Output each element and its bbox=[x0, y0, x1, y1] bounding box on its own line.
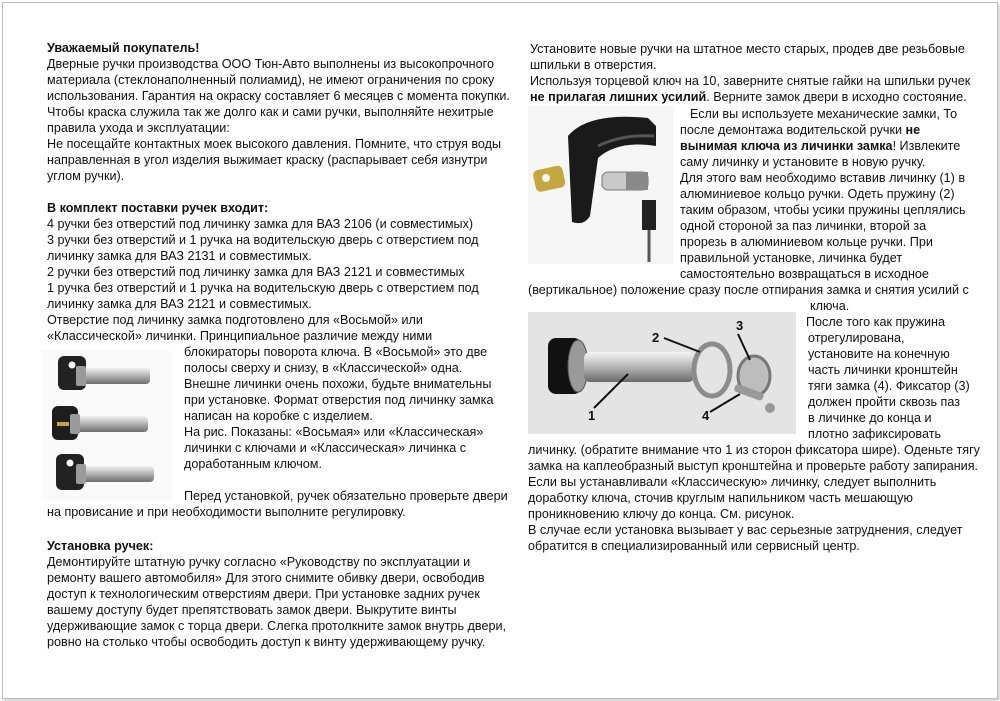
figure-label: 3 bbox=[736, 318, 744, 333]
keys-text-line: блокираторы поворота ключа. В «Восьмой» это две bbox=[184, 345, 488, 359]
door-handle-photo bbox=[528, 106, 674, 264]
intro-line: материала (стеклонаполненный полиамид), не имеют ограничения по сроку bbox=[47, 73, 495, 87]
final-line: личинку. (обратите внимание что 1 из сторон фиксатора шире). Оденьте тягу bbox=[528, 443, 980, 457]
mech-lock-line: (вертикальное) положение сразу после отпирания замка и снятия усилий с bbox=[528, 283, 969, 297]
bracket-line: плотно зафиксировать bbox=[808, 427, 942, 441]
bracket-line: в личинке до конца и bbox=[808, 411, 932, 425]
mech-lock-line: правильной установке, личинка будет bbox=[680, 251, 903, 265]
mech-lock-text: после демонтажа водительской ручки bbox=[680, 123, 906, 137]
nuts-line bbox=[530, 89, 967, 105]
install-line: ровно на столько чтобы освободить доступ к винту удерживающему ручку. bbox=[47, 635, 486, 649]
kit-heading: В комплект поставки ручек входит: bbox=[47, 201, 269, 215]
mech-lock-line: таким образом, чтобы усики пружины цеплялись bbox=[680, 203, 966, 217]
final-line: замка на каплеобразный выступ кронштейна и проверьте работу запирания. bbox=[528, 459, 979, 473]
install-line: ремонту вашего автомобиля» Для этого снимите обивку двери, освободив bbox=[47, 571, 485, 585]
final-line: В случае если установка вызывает у вас серьезные затруднения, следует bbox=[528, 523, 963, 537]
bracket-line: После того как пружина bbox=[806, 315, 945, 329]
intro-line: Не посещайте контактных моек высокого давления. Помните, что струя воды bbox=[47, 137, 502, 151]
mech-lock-line bbox=[680, 122, 920, 138]
mech-lock-line: прорезь в алюминиевом кольце ручки. При bbox=[680, 235, 933, 249]
mech-lock-line: алюминиевое кольцо ручки. Одеть пружину (2) bbox=[680, 187, 955, 201]
final-line: Если вы устанавливали «Классическую» личинку, следует выполнить bbox=[528, 475, 937, 489]
bracket-line: отрегулирована, bbox=[808, 331, 905, 345]
keys-text-line: полосы сверху и снизу, в «Классической» одна. bbox=[184, 361, 463, 375]
figure-label: 1 bbox=[588, 408, 596, 423]
final-line: обратится в специализированный или сервисный центр. bbox=[528, 539, 860, 553]
mech-lock-line: Если вы используете механические замки, То bbox=[690, 107, 958, 121]
check-line: Перед установкой, ручек обязательно проверьте двери bbox=[184, 489, 508, 503]
intro-line: использования. Гарантия на окраску составляет 6 месяцев с момента покупки. bbox=[47, 89, 510, 103]
final-line: доработку ключа, сточив круглым напильником часть мешающую bbox=[528, 491, 913, 505]
kit-line: 2 ручки без отверстий под личинку замка для ВАЗ 2121 и совместимых bbox=[47, 265, 465, 279]
keys-text-line: доработанным ключом. bbox=[184, 457, 322, 471]
install-line: доступ к технологическим отверстиям двери. При установке задних ручек bbox=[47, 587, 480, 601]
kit-line: личинку замка для ВАЗ 2131 и совместимых. bbox=[47, 249, 312, 263]
intro-line: углом ручки). bbox=[47, 169, 125, 183]
check-line: на провисание и при необходимости выполните регулировку. bbox=[47, 505, 406, 519]
intro-line: Дверные ручки производства ООО Тюн-Авто выполнены из высокопрочного bbox=[47, 57, 494, 71]
mech-lock-line: одной стороной за паз личинки, второй за bbox=[680, 219, 927, 233]
bracket-line: установите на конечную bbox=[808, 347, 950, 361]
intro-line: правила ухода и эксплуатации: bbox=[47, 121, 230, 135]
kit-line: 3 ручки без отверстий и 1 ручка на водительскую дверь с отверстием под bbox=[47, 233, 479, 247]
install-new-line: шпильки в отверстия. bbox=[530, 58, 657, 72]
mech-lock-line: самостоятельно возвращаться в исходное bbox=[680, 267, 929, 281]
figure-label: 2 bbox=[652, 330, 660, 345]
mech-lock-line: Для этого вам необходимо вставив личинку (1) в bbox=[680, 171, 966, 185]
kit-line: 1 ручка без отверстий и 1 ручка на водительскую дверь с отверстием под bbox=[47, 281, 479, 295]
keys-photo bbox=[42, 350, 172, 500]
install-line: вашему доступу будет препятствовать замок двери. Выкрутите винты bbox=[47, 603, 457, 617]
nuts-rest-text: . Верните замок двери в исходно состояние. bbox=[706, 90, 967, 104]
bracket-line: должен пройти сквозь паз bbox=[808, 395, 960, 409]
install-line: удерживающие замок с торца двери. Слегка протолкните замок внутрь двери, bbox=[47, 619, 507, 633]
nuts-line: Используя торцевой ключ на 10, заверните снятые гайки на шпильки ручек bbox=[530, 74, 971, 88]
keys-text-line: Внешне личинки очень похожи, будьте внимательны bbox=[184, 377, 492, 391]
nuts-bold-text: не прилагая лишних усилий bbox=[530, 90, 707, 104]
intro-line: направленная в угол изделия выжимает краску (распарывает себя изнутри bbox=[47, 153, 488, 167]
keys-text-line: личинки с ключами и «Классическая» личинка с bbox=[184, 441, 467, 455]
kit-line: «Классической» личинки. Принципиальное различие между ними bbox=[47, 329, 433, 343]
greeting-heading: Уважаемый покупатель! bbox=[47, 41, 200, 55]
keys-text-line: при установке. Формат отверстия под личинку замка bbox=[184, 393, 494, 407]
keys-text-line: На рис. Показаны: «Восьмая» или «Классическая» bbox=[184, 425, 484, 439]
keys-text-line: написан на коробке с изделием. bbox=[184, 409, 373, 423]
kit-line: 4 ручки без отверстий под личинку замка для ВАЗ 2106 (и совместимых) bbox=[47, 217, 474, 231]
lock-cylinder-photo bbox=[528, 312, 796, 434]
bracket-line: часть личинки кронштейн bbox=[808, 363, 958, 377]
intro-line: Чтобы краска служила так же долго как и сами ручки, выполняйте нехитрые bbox=[47, 105, 494, 119]
mech-lock-line: саму личинку и установите в новую ручку. bbox=[680, 155, 926, 169]
final-line: проникновению ключу до конца. См. рисунок. bbox=[528, 507, 795, 521]
mech-lock-line bbox=[680, 138, 960, 154]
mech-lock-line: ключа. bbox=[810, 299, 850, 313]
kit-line: личинку замка для ВАЗ 2121 и совместимых. bbox=[47, 297, 312, 311]
install-line: Демонтируйте штатную ручку согласно «Руководству по эксплуатации и bbox=[47, 555, 471, 569]
mech-lock-text: ! Извлеките bbox=[892, 139, 961, 153]
mech-lock-bold-text: не bbox=[905, 123, 921, 137]
figure-label: 4 bbox=[702, 408, 710, 423]
bracket-line: тяги замка (4). Фиксатор (3) bbox=[808, 379, 970, 393]
install-heading: Установка ручек: bbox=[47, 539, 154, 553]
mech-lock-bold-text: вынимая ключа из личинки замка bbox=[680, 139, 893, 153]
kit-line: Отверстие под личинку замка подготовлено для «Восьмой» или bbox=[47, 313, 423, 327]
install-new-line: Установите новые ручки на штатное место старых, продев две резьбовые bbox=[530, 42, 965, 56]
